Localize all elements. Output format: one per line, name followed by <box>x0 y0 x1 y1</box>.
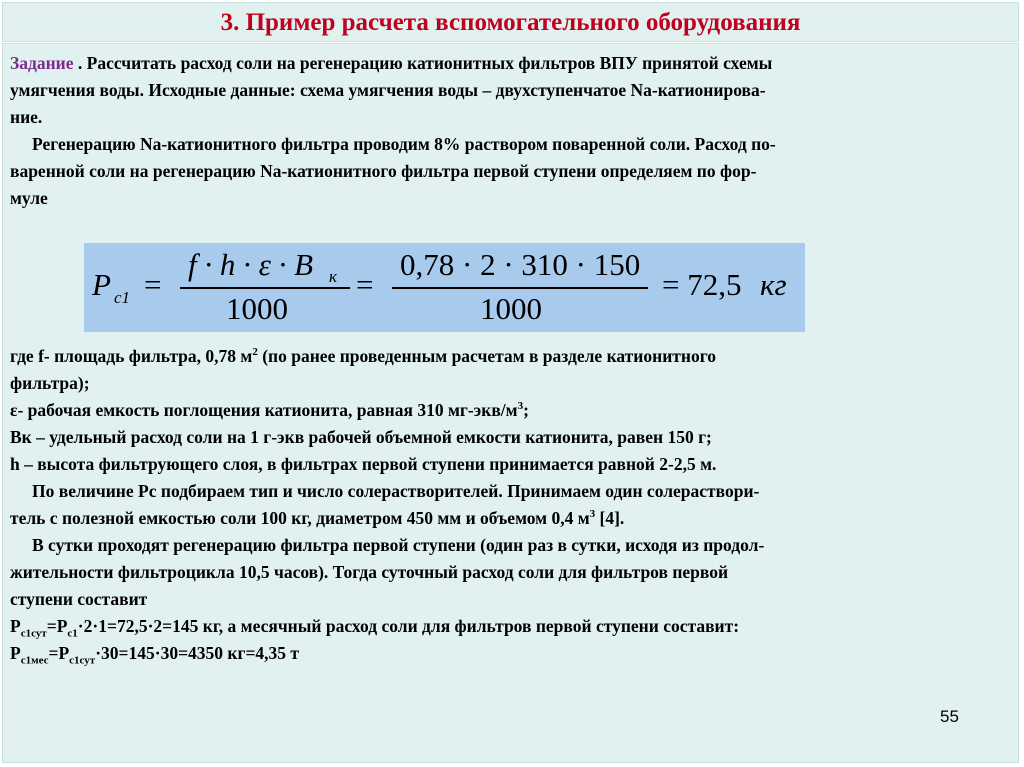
task-line-3: ние. <box>10 107 43 127</box>
fraction-line-2 <box>392 287 648 289</box>
calc1-rest: ·2·1=72,5·2=145 кг, а месячный расход соли для фильтров первой ступени составит: <box>77 616 740 636</box>
title-bar <box>2 2 1019 42</box>
calc2-s1: c1мес <box>20 654 49 667</box>
intro-line-3: муле <box>10 188 48 208</box>
selection-line-2a: тель с полезной емкостью соли 100 кг, диаметром 450 мм и объемом 0,4 м <box>10 508 590 528</box>
calc2-p2: =P <box>48 643 70 663</box>
task-line-1: . Рассчитать расход соли на регенерацию катионитных фильтров ВПУ принятой схемы <box>73 53 773 73</box>
def-eps-a: ε- рабочая емкость поглощения катионита, равная 310 мг-экв/м <box>10 400 518 420</box>
fraction-line-1 <box>180 287 350 289</box>
calc-paragraph <box>10 613 1010 667</box>
def-eps-b: ; <box>523 400 529 420</box>
daily-line-1: В сутки проходят регенерацию фильтра первой ступени (один раз в сутки, исходя из продол- <box>32 535 765 555</box>
formula-equals-2: = <box>356 267 374 302</box>
calc1-p2: =P <box>46 616 68 636</box>
page-number: 55 <box>940 707 959 726</box>
daily-paragraph <box>10 532 1010 613</box>
daily-line-2: жительности фильтроцикла 10,5 часов). Тогда суточный расход соли для фильтров первой <box>10 562 729 582</box>
selection-sup: 3 <box>589 508 596 521</box>
calc2-rest: ·30=145·30=4350 кг=4,35 т <box>95 643 300 663</box>
content-panel <box>2 43 1019 763</box>
formula-equals-1: = <box>144 267 162 302</box>
def-f-b: (по ранее проведенным расчетам в разделе катионитного <box>257 346 716 366</box>
intro-line-2: варенной соли на регенерацию Na-катионитного фильтра первой ступени определяем по фор- <box>10 161 757 181</box>
calc2-p1: P <box>10 643 21 663</box>
def-f-a: где f- площадь фильтра, 0,78 м <box>10 346 253 366</box>
calc1-p1: P <box>10 616 21 636</box>
formula-denominator-1: 1000 <box>226 291 288 326</box>
calc1-s1: c1сут <box>20 627 47 640</box>
def-eps-sup: 3 <box>517 400 524 413</box>
calc2-s2: c1сут <box>69 654 96 667</box>
formula-denominator-2: 1000 <box>480 291 542 326</box>
formula-numerator-1: f · h · ε · B <box>188 247 314 282</box>
formula-lhs-sub: c1 <box>114 288 131 307</box>
formula-numerator-1-sub: к <box>329 267 337 286</box>
task-label: Задание <box>10 53 74 73</box>
formula-box <box>84 243 805 332</box>
formula-result-unit: кг <box>760 267 787 302</box>
slide-title: 3. Пример расчета вспомогательного оборудования <box>220 9 801 36</box>
formula-lhs: P <box>92 267 111 302</box>
formula-numerator-2: 0,78 · 2 · 310 · 150 <box>400 247 641 282</box>
def-f-line-2: фильтра); <box>10 373 90 393</box>
def-vk: Вк – удельный расход соли на 1 г-экв рабочей объемной емкости катионита, равен 150 г; <box>10 427 712 447</box>
calc1-s2: c1 <box>67 627 78 640</box>
selection-paragraph <box>10 478 1010 532</box>
task-line-2: умягчения воды. Исходные данные: схема умягчения воды – двухступенчатое Na-катионирова- <box>10 80 766 100</box>
def-h: h – высота фильтрующего слоя, в фильтрах первой ступени принимается равной 2-2,5 м. <box>10 454 717 474</box>
formula-result: = 72,5 <box>662 267 742 302</box>
selection-line-2b: [4]. <box>595 508 625 528</box>
def-f-sup: 2 <box>252 346 258 359</box>
selection-line-1: По величине Рс подбираем тип и число солерастворителей. Принимаем один солераствори- <box>32 481 760 501</box>
task-paragraph <box>10 50 1010 131</box>
intro-paragraph <box>10 131 1010 212</box>
definitions-paragraph <box>10 343 1010 478</box>
daily-line-3: ступени составит <box>10 589 148 609</box>
intro-line-1: Регенерацию Na-катионитного фильтра проводим 8% раствором поваренной соли. Расход по- <box>32 134 776 154</box>
